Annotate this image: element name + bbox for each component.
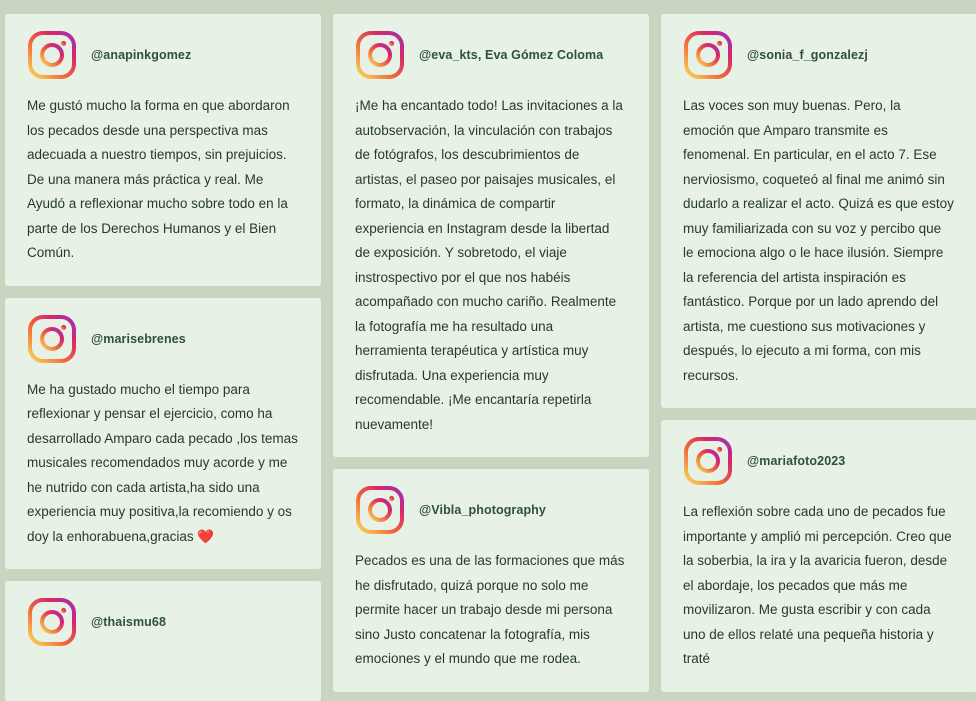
card-header [27, 30, 299, 80]
testimonial-text: Las voces son muy buenas. Pero, la emoción que Amparo transmite es fenomenal. En particular, en el acto 7. Ese nerviosismo, coqueteó al final me animó sin dudarlo a realizar el acto. Quizá es que estoy muy familiarizada con su voz y percibo que le emociona algo o le hace ilusión. Siempre la referencia del artista inspiración es fantástico. Porque por un lado aprendo del artista, me cuestiono sus motivaciones y después, lo ejecuto a mi forma, con mis recursos. [683, 98, 954, 383]
card-header [27, 597, 299, 647]
user-handle: @sonia_f_gonzalezj [747, 48, 868, 62]
instagram-icon [27, 597, 77, 647]
card-header [683, 436, 955, 486]
instagram-icon [27, 314, 77, 364]
testimonial-card [5, 581, 321, 701]
testimonial-text: La reflexión sobre cada uno de pecados fue importante y amplió mi percepción. Creo que la soberbia, la ira y la avaricia fueron, desde el abordaje, los pecados que más me movilizaron. Me gusta escribir y con cada uno de ellos relaté una pequeña historia y traté [683, 504, 952, 666]
instagram-icon [683, 436, 733, 486]
instagram-icon [27, 30, 77, 80]
testimonial-column-2 [333, 0, 649, 678]
card-header [355, 30, 627, 80]
card-header [27, 314, 299, 364]
instagram-icon [355, 485, 405, 535]
card-header [355, 485, 627, 535]
heart-emoji: ❤️ [197, 528, 215, 544]
card-header [683, 30, 955, 80]
user-handle: @eva_kts, Eva Gómez Coloma [419, 48, 604, 62]
testimonial-card [333, 14, 649, 457]
testimonial-text-body: Me ha gustado mucho el tiempo para reflexionar y pensar el ejercicio, como ha desarrollado Amparo cada pecado ,los temas musicales recomendados muy acorde y me he nutrido con cada artista,ha sido una experiencia muy positiva,la recomiendo y os doy la enhorabuena,gracias [27, 381, 298, 544]
testimonial-text: ¡Me ha encantado todo! Las invitaciones a la autobservación, la vinculación con trabajos de fotógrafos, los descubrimientos de artistas, el paseo por paisajes musicales, el formato, la dinámica de compartir experiencia en Instagram desde la libertad de exposición. Y sobretodo, el viaje instrospectivo por el que nos habéis acompañado con mucho cariño. Realmente la fotografía me ha resultado una herramienta terapéutica y artística muy disfrutada. Una experiencia muy recomendable. ¡Me encantaría repetirla nuevamente! [355, 98, 623, 432]
user-handle: @marisebrenes [91, 331, 186, 346]
testimonial-column-1 [5, 0, 321, 678]
testimonial-card [661, 14, 976, 408]
testimonial-column-3 [661, 0, 976, 678]
instagram-icon [683, 30, 733, 80]
testimonial-text [27, 378, 299, 550]
user-handle: @thaismu68 [91, 615, 167, 629]
user-handle: @Vibla_photography [419, 503, 546, 517]
testimonial-card [661, 420, 976, 692]
testimonial-text: Pecados es una de las formaciones que más he disfrutado, quizá porque no solo me permite hacer un trabajo desde mi persona sino Justo concatenar la fotografía, mis emociones y el mundo que me rodea. [355, 553, 625, 666]
testimonial-text: Me gustó mucho la forma en que abordaron los pecados desde una perspectiva mas adecuada a nuestro tiempos, sin prejuicios. De una manera más práctica y real. Me Ayudó a reflexionar mucho sobre todo en la parte de los Derechos Humanos y el Bien Común. [27, 98, 290, 260]
user-handle: @mariafoto2023 [747, 454, 846, 468]
testimonial-card [5, 14, 321, 286]
testimonial-card [333, 469, 649, 692]
instagram-icon [355, 30, 405, 80]
testimonial-card [5, 298, 321, 570]
user-handle: @anapinkgomez [91, 48, 192, 62]
